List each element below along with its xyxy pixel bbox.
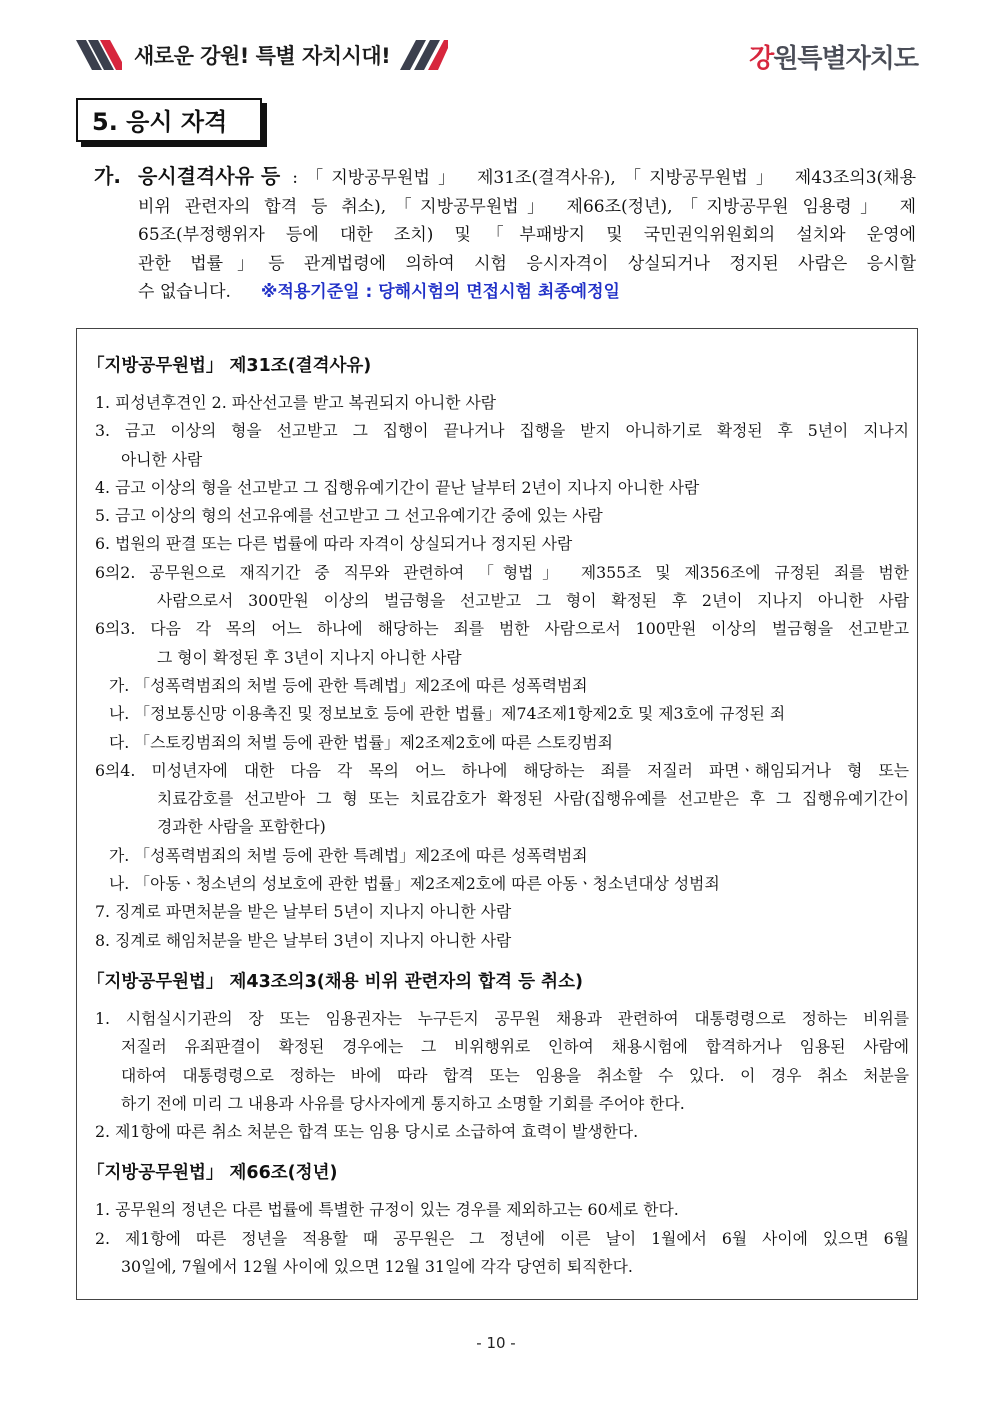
sub-item: 다. 「스토킹범죄의 처벌 등에 관한 법률」제2조제2호에 따른 스토킹범죄 [109, 732, 613, 752]
gangwon-logo [749, 38, 918, 75]
paragraph-heading: 응시결격사유 등 [138, 164, 281, 188]
eligibility-paragraph [94, 162, 916, 307]
sub-item: 나. 「정보통신망 이용촉진 및 정보보호 등에 관한 법률」제74조제1항제2호 및 제3호에 규정된 죄 [109, 704, 786, 724]
paragraph-line: :「지방공무원법」 제31조(결격사유),「지방공무원법」 제43조의3(채용 [292, 168, 916, 188]
list-item: 7. 징계로 파면처분을 받은 날부터 5년이 지나지 아니한 사람 [95, 902, 512, 922]
sub-item: 가. 「성폭력범죄의 처벌 등에 관한 특례법」제2조에 따른 성폭력범죄 [109, 675, 588, 695]
page-number: - 10 - [476, 1334, 516, 1352]
paragraph-line: 비위 관련자의 합격 등 취소),「지방공무원법」 제66조(정년),「지방공무원 임용령」 제 [138, 196, 916, 217]
law31-title: 「지방공무원법」 제31조(결격사유) [87, 356, 372, 376]
list-item: 8. 징계로 해임처분을 받은 날부터 3년이 지나지 아니한 사람 [95, 930, 512, 950]
list-item [87, 559, 909, 616]
stripe-left-icon [76, 40, 122, 70]
sub-item: 가. 「성폭력범죄의 처벌 등에 관한 특례법」제2조에 따른 성폭력범죄 [109, 845, 588, 865]
slogan-text: 새로운 강원! 특별 자치시대! [134, 44, 391, 68]
list-item: 6. 법원의 판결 또는 다른 법률에 따라 자격이 상실되거나 정지된 사람 [95, 534, 573, 554]
law66-items [87, 1196, 909, 1281]
list-item [87, 1005, 909, 1118]
item-line: 2. 제1항에 따른 정년을 적용할 때 공무원은 그 정년에 이른 날이 1월에서 6월 사이에 있으면 6월 [95, 1228, 909, 1248]
item-line: 치료감호를 선고받아 그 형 또는 치료감호가 확정된 사람(집행유예를 선고받은 후 그 집행유예기간이 [157, 789, 909, 809]
slogan-banner [76, 40, 448, 70]
item-line: 30일에, 7월에서 12월 사이에 있으면 12월 31일에 각각 당연히 퇴직한다. [121, 1257, 633, 1277]
paragraph-line: 관한 법률」등 관계법령에 의하여 시험 응시자격이 상실되거나 정지된 사람은 응시할 [138, 253, 916, 274]
sub-item: 나. 「아동ㆍ청소년의 성보호에 관한 법률」제2조제2호에 따른 아동ㆍ청소년대상 성범죄 [109, 874, 720, 894]
paragraph-line-last [138, 278, 916, 307]
list-item: 2. 제1항에 따른 취소 처분은 합격 또는 임용 당시로 소급하여 효력이 발생한다. [95, 1122, 639, 1142]
law43-items [87, 1005, 909, 1146]
item-line: 3. 금고 이상의 형을 선고받고 그 집행이 끝나거나 집행을 받지 아니하기로 확정된 후 5년이 지나지 [95, 421, 909, 441]
list-item: 5. 금고 이상의 형의 선고유예를 선고받고 그 선고유예기간 중에 있는 사람 [95, 506, 603, 526]
list-item [87, 615, 909, 672]
item-line: 6의2. 공무원으로 재직기간 중 직무와 관련하여 「형법」 제355조 및 제356조에 규정된 죄를 범한 [95, 562, 909, 582]
paragraph-marker: 가. [94, 164, 121, 188]
item-line: 경과한 사람을 포함한다) [157, 817, 326, 837]
item-line: 그 형이 확정된 후 3년이 지나지 아니한 사람 [157, 647, 462, 667]
list-item: 1. 공무원의 정년은 다른 법률에 특별한 규정이 있는 경우를 제외하고는 60세로 한다. [95, 1200, 679, 1220]
item-line: 사람으로서 300만원 이상의 벌금형을 선고받고 그 형이 확정된 후 2년이 지나지 아니한 사람 [157, 591, 909, 611]
item-line: 아니한 사람 [121, 449, 203, 469]
list-item [87, 757, 909, 842]
logo-accent: 강 [749, 44, 774, 74]
law43-title: 「지방공무원법」 제43조의3(채용 비위 관련자의 합격 등 취소) [87, 971, 583, 992]
page-header [76, 38, 918, 78]
logo-text: 원특별자치도 [773, 44, 918, 74]
law31-items [87, 389, 909, 955]
paragraph-line: 65조(부정행위자 등에 대한 조치) 및「부패방지 및 국민권익위원회의 설치와 운영에 [138, 225, 916, 246]
item-line: 6의3. 다음 각 목의 어느 하나에 해당하는 죄를 범한 사람으로서 100만원 이상의 벌금형을 선고받고 [95, 619, 909, 639]
item-line: 하기 전에 미리 그 내용과 사유를 당사자에게 통지하고 소명할 기회를 주어야 한다. [121, 1093, 685, 1113]
apply-date-note: ※적용기준일 : 당해시험의 면접시험 최종예정일 [260, 282, 620, 303]
law66-title: 「지방공무원법」 제66조(정년) [87, 1163, 338, 1184]
item-line: 6의4. 미성년자에 대한 다음 각 목의 어느 하나에 해당하는 죄를 저질러 파면ㆍ해임되거나 형 또는 [95, 760, 909, 780]
item-line: 1. 시험실시기관의 장 또는 임용권자는 누구든지 공무원 채용과 관련하여 대통령령으로 정하는 비위를 [95, 1008, 909, 1028]
paragraph-line: 수 없습니다. [138, 282, 231, 303]
item-line: 대하여 대통령령으로 정하는 바에 따라 합격 또는 임용을 취소할 수 있다. 이 경우 취소 처분을 [121, 1065, 909, 1085]
list-item [87, 1225, 909, 1282]
list-item: 4. 금고 이상의 형을 선고받고 그 집행유예기간이 끝난 날부터 2년이 지나지 아니한 사람 [95, 477, 700, 497]
item-line: 저질러 유죄판결이 확정된 경우에는 그 비위행위로 인하여 채용시험에 합격하거나 임용된 사람에 [121, 1037, 909, 1057]
section-title: 5. 응시 자격 [76, 98, 262, 142]
law-excerpt-box [76, 328, 918, 1300]
list-item: 1. 피성년후견인 2. 파산선고를 받고 복권되지 아니한 사람 [95, 393, 497, 412]
stripe-right-icon [400, 40, 448, 70]
list-item [87, 417, 909, 474]
